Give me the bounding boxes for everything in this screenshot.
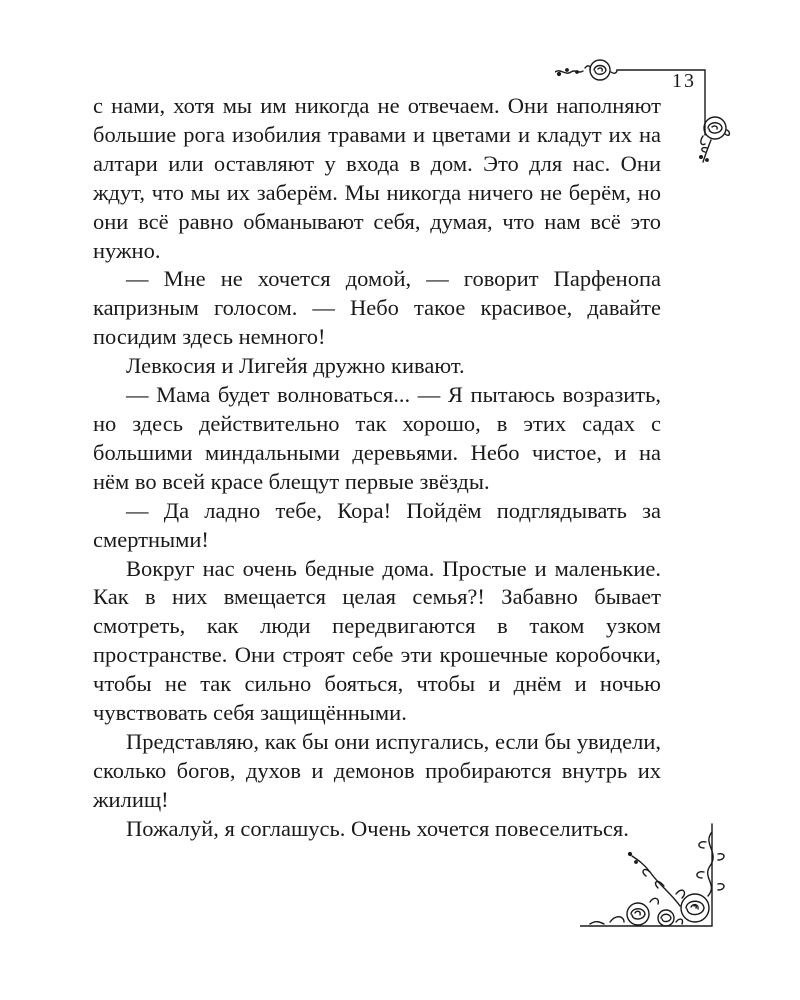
paragraph: — Мама будет волноваться... — Я пытаюсь возразить, но здесь действительно так хорошо, в этих садах с большими миндальными деревьями. Небо чистое, и на нём во всей красе блещут первые звёзды.: [93, 382, 661, 494]
paragraph: Вокруг нас очень бедные дома. Простые и маленькие. Как в них вмещается целая семья?! Забавно бывает смотреть, как люди передвигаются в таком узком пространстве. Они строят себе эти крошечные коробочки, чтобы не так сильно бояться, чтобы и днём и ночью чувствовать себя защищёнными.: [93, 555, 661, 726]
paragraph: — Да ладно тебе, Кора! Пойдём подглядывать за смертными!: [93, 497, 661, 552]
rose-corner-icon: [580, 822, 740, 937]
paragraph: Пожалуй, я соглашусь. Очень хочется повеселиться.: [126, 815, 629, 841]
page-number: 13: [672, 70, 696, 92]
paragraph: — Мне не хочется домой, — говорит Парфенопа капризным голосом. — Небо такое красивое, давайте посидим здесь немного!: [93, 266, 661, 350]
paragraph: Представляю, как бы они испугались, если бы увидели, сколько богов, духов и демонов пробираются внутрь их жилищ!: [93, 728, 661, 812]
body-text: [93, 92, 661, 844]
paragraph: Левкосия и Лигейя дружно кивают.: [126, 353, 465, 379]
paragraph: с нами, хотя мы им никогда не отвечаем. Они наполняют большие рога изобилия травами и цветами и кладут их на алтари или оставляют у входа в дом. Это для нас. Они ждут, что мы их заберём. Мы никогда ничего не берём, но они всё равно обманывают себя, думая, что нам всё это нужно.: [93, 93, 661, 263]
